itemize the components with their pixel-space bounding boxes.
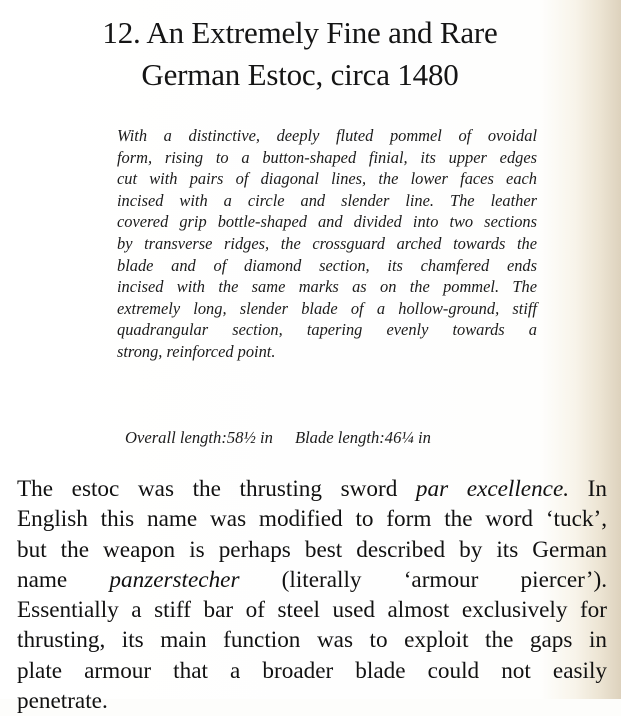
description-line: cut with pairs of diagonal lines, the lower faces each	[117, 169, 537, 189]
body-line: plate armour that a broader blade could not easily	[17, 657, 607, 684]
body-line: Essentially a stiff bar of steel used almost exclusively for	[17, 597, 607, 624]
description-line: covered grip bottle-shaped and divided into two sections	[117, 212, 537, 232]
item-description	[117, 125, 537, 363]
italic-term: panzerstecher	[109, 566, 240, 593]
body-line	[17, 565, 607, 595]
description-line: form, rising to a button-shaped finial, its upper edges	[117, 147, 537, 167]
body-text: (literally ‘armour piercer’).	[239, 566, 608, 593]
body-text: In	[569, 476, 607, 502]
body-text: The estoc was the thrusting sword	[17, 476, 416, 502]
description-line: blade and of diamond section, its chamfered ends	[117, 255, 537, 275]
italic-phrase: par excellence.	[415, 476, 570, 502]
description-line: With a distinctive, deeply fluted pommel of ovoidal	[117, 126, 537, 145]
body-line: but the weapon is perhaps best described by its German	[17, 536, 607, 563]
description-line: incised with a circle and slender line. The leather	[117, 190, 537, 210]
body-text: name	[17, 566, 110, 593]
description-line: by transverse ridges, the crossguard arched towards the	[117, 233, 537, 253]
blade-length: Blade length:46¼ in	[294, 428, 431, 447]
title-line-1: 12. An Extremely Fine and Rare	[102, 15, 498, 50]
lot-title	[0, 12, 600, 96]
body-line	[17, 474, 607, 504]
description-line: quadrangular section, tapering evenly towards a	[117, 320, 537, 340]
title-line-2: German Estoc, circa 1480	[141, 57, 459, 92]
commentary-paragraph	[17, 474, 607, 716]
measurements	[125, 428, 431, 448]
body-line: English this name was modified to form the word ‘tuck’,	[17, 506, 607, 533]
description-line: extremely long, slender blade of a hollow-ground, stiff	[117, 298, 537, 318]
description-line: strong, reinforced point.	[117, 341, 276, 361]
overall-length: Overall length:58½ in	[125, 428, 273, 447]
description-line: incised with the same marks as on the pommel. The	[117, 277, 537, 297]
body-line: thrusting, its main function was to exploit the gaps in	[17, 627, 607, 654]
body-line: penetrate.	[17, 688, 108, 715]
